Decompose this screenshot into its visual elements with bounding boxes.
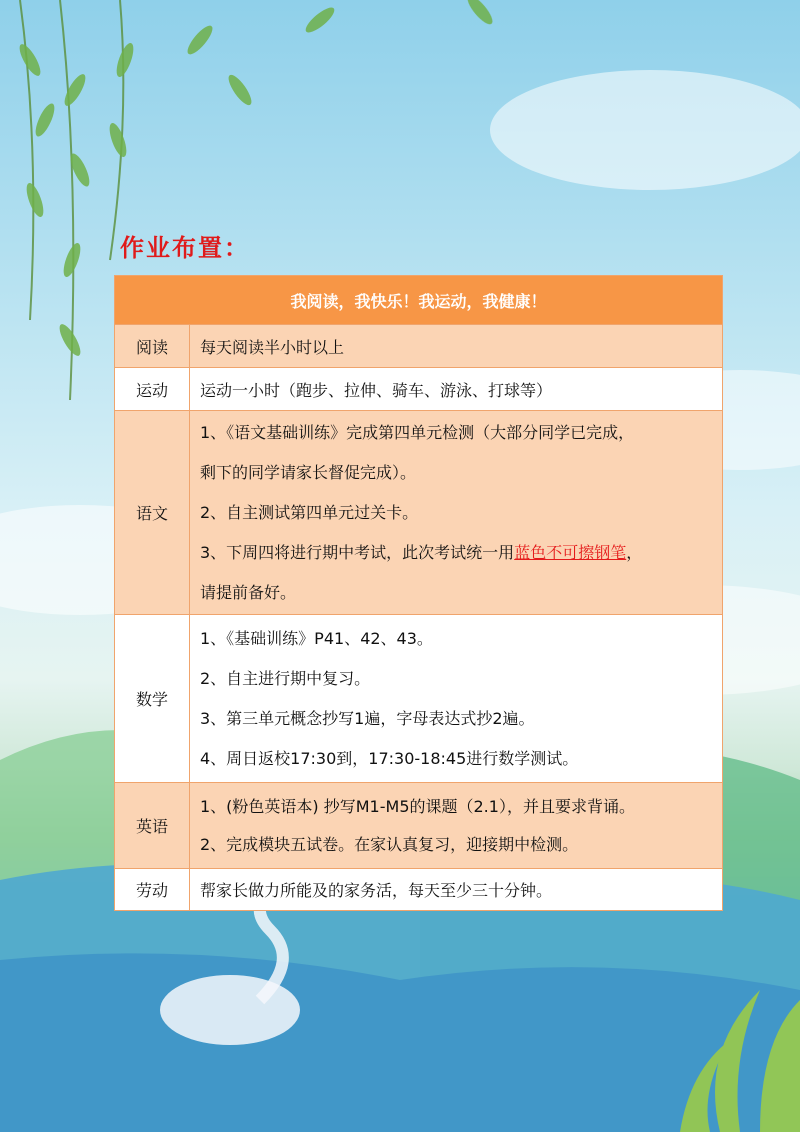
content-line: 剩下的同学请家长督促完成）。 <box>200 462 417 482</box>
content-cell <box>190 368 723 411</box>
content-line: 4、周日返校17:30到，17:30-18:45进行数学测试。 <box>200 748 579 768</box>
content-line: 2、自主测试第四单元过关卡。 <box>200 502 419 522</box>
highlight-text: 蓝色不可擦钢笔 <box>514 542 627 562</box>
table-row <box>115 411 723 615</box>
content-line: 2、完成模块五试卷。在家认真复习，迎接期中检测。 <box>200 834 579 854</box>
content-line: 3、第三单元概念抄写1遍，字母表达式抄2遍。 <box>200 708 535 728</box>
subject-cell: 数学 <box>115 615 190 783</box>
content-line: 2、自主进行期中复习。 <box>200 668 371 688</box>
content-line: 运动一小时（跑步、拉伸、骑车、游泳、打球等） <box>200 380 553 400</box>
table-row <box>115 615 723 783</box>
subject-cell: 英语 <box>115 783 190 869</box>
content-line-text: 3、下周四将进行期中考试，此次考试统一用 <box>200 542 515 562</box>
content-cell <box>190 325 723 368</box>
subject-cell: 阅读 <box>115 325 190 368</box>
subject-cell: 劳动 <box>115 869 190 911</box>
subject-cell: 运动 <box>115 368 190 411</box>
page-title: 作业布置： <box>120 234 250 262</box>
content-cell <box>190 411 723 615</box>
content-line: 1、《语文基础训练》完成第四单元检测（大部分同学已完成， <box>200 422 635 442</box>
content-line: 每天阅读半小时以上 <box>200 337 345 357</box>
table-header-row <box>115 276 723 325</box>
content-cell <box>190 783 723 869</box>
content-line: 请提前备好。 <box>200 582 297 602</box>
table-row <box>115 368 723 411</box>
table-row <box>115 325 723 368</box>
content-line: 3、下周四将进行期中考试，此次考试统一用蓝色不可擦钢笔， <box>200 542 643 562</box>
content-line: 1、(粉色英语本) 抄写M1-M5的课题（2.1），并且要求背诵。 <box>200 796 635 816</box>
table-row <box>115 869 723 911</box>
content-cell <box>190 615 723 783</box>
content-line: 帮家长做力所能及的家务活，每天至少三十分钟。 <box>200 881 553 900</box>
homework-table <box>114 275 723 911</box>
subject-cell: 语文 <box>115 411 190 615</box>
content-line: 1、《基础训练》P41、42、43。 <box>200 628 433 648</box>
table-row <box>115 783 723 869</box>
table-header: 我阅读，我快乐！我运动，我健康！ <box>115 276 723 325</box>
content-cell <box>190 869 723 911</box>
